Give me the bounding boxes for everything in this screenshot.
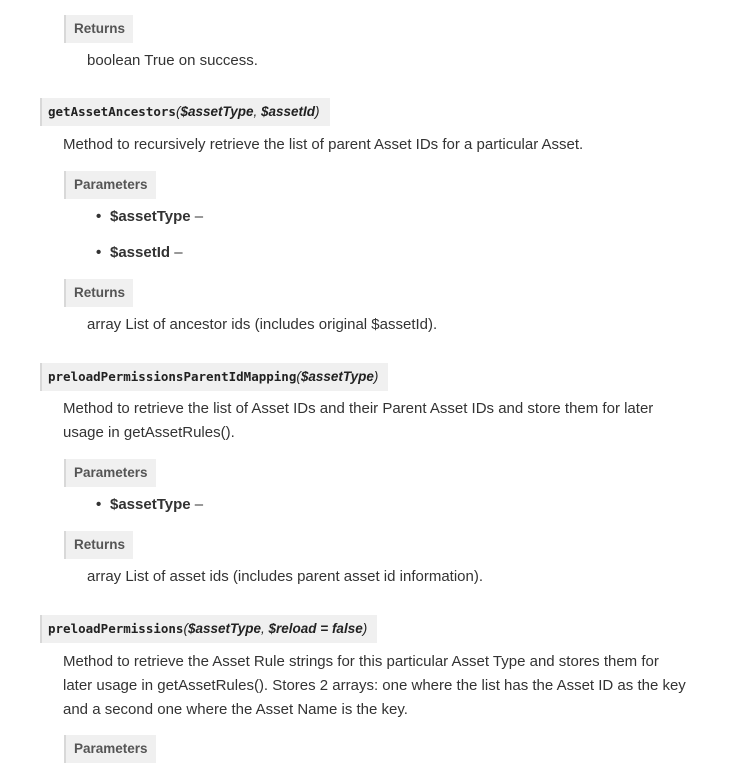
paren-open: ( <box>175 104 181 119</box>
method-description-line: later usage in getAssetRules(). Stores 2 arrays: one where the list has the Asset ID as the key <box>63 677 686 694</box>
returns-text: boolean True on success. <box>87 52 258 69</box>
bullet-icon: • <box>96 496 102 513</box>
paren-open: ( <box>183 621 188 636</box>
comma: , <box>261 621 269 636</box>
method-description-line: Method to retrieve the list of Asset IDs and their Parent Asset IDs and store them for later <box>63 400 654 417</box>
bullet-icon: • <box>96 244 102 261</box>
param-item-name: $assetType <box>110 496 191 513</box>
method-description: Method to recursively retrieve the list of parent Asset IDs for a particular Asset. <box>63 136 584 153</box>
paren-close: ) <box>315 104 320 119</box>
method-signature-preloadpermissions[interactable] <box>40 615 377 643</box>
paren-close: ) <box>362 621 368 636</box>
param-name: $assetType <box>180 104 254 119</box>
parameters-label: Parameters <box>64 459 156 487</box>
returns-text: array List of asset ids (includes parent asset id information). <box>87 568 484 585</box>
returns-text: array List of ancestor ids (includes original $assetId). <box>87 316 438 333</box>
comma: , <box>253 104 261 119</box>
returns-label: Returns <box>64 531 133 559</box>
method-description-line: usage in getAssetRules(). <box>63 424 235 441</box>
parameters-label: Parameters <box>64 735 156 763</box>
method-description-line: and a second one where the Asset Name is the key. <box>63 701 408 718</box>
param-name: $reload = false <box>268 621 363 636</box>
dash: – <box>170 244 183 261</box>
param-item-name: $assetId <box>110 244 171 261</box>
returns-label: Returns <box>64 15 133 43</box>
method-description-line: Method to retrieve the Asset Rule strings for this particular Asset Type and stores them for <box>63 653 659 670</box>
dash: – <box>190 496 204 513</box>
parameters-label: Parameters <box>64 171 156 199</box>
param-list-item <box>96 205 203 229</box>
param-name: $assetType <box>300 369 374 384</box>
bullet-icon: • <box>96 208 102 225</box>
paren-close: ) <box>373 369 379 384</box>
method-signature-preloadpermissionsparentidmapping[interactable] <box>40 363 388 391</box>
paren-open: ( <box>296 369 301 384</box>
dash: – <box>190 208 204 225</box>
param-name: $assetType <box>187 621 262 636</box>
param-item-name: $assetType <box>110 208 191 225</box>
method-name: preloadPermissions <box>48 621 184 636</box>
param-name: $assetId <box>261 104 316 119</box>
returns-label: Returns <box>64 279 133 307</box>
param-list-item <box>96 241 183 265</box>
method-signature-getassetancestors[interactable] <box>40 98 330 126</box>
param-list-item <box>96 493 203 517</box>
method-name: getAssetAncestors <box>48 104 176 119</box>
method-name: preloadPermissionsParentIdMapping <box>48 369 297 384</box>
